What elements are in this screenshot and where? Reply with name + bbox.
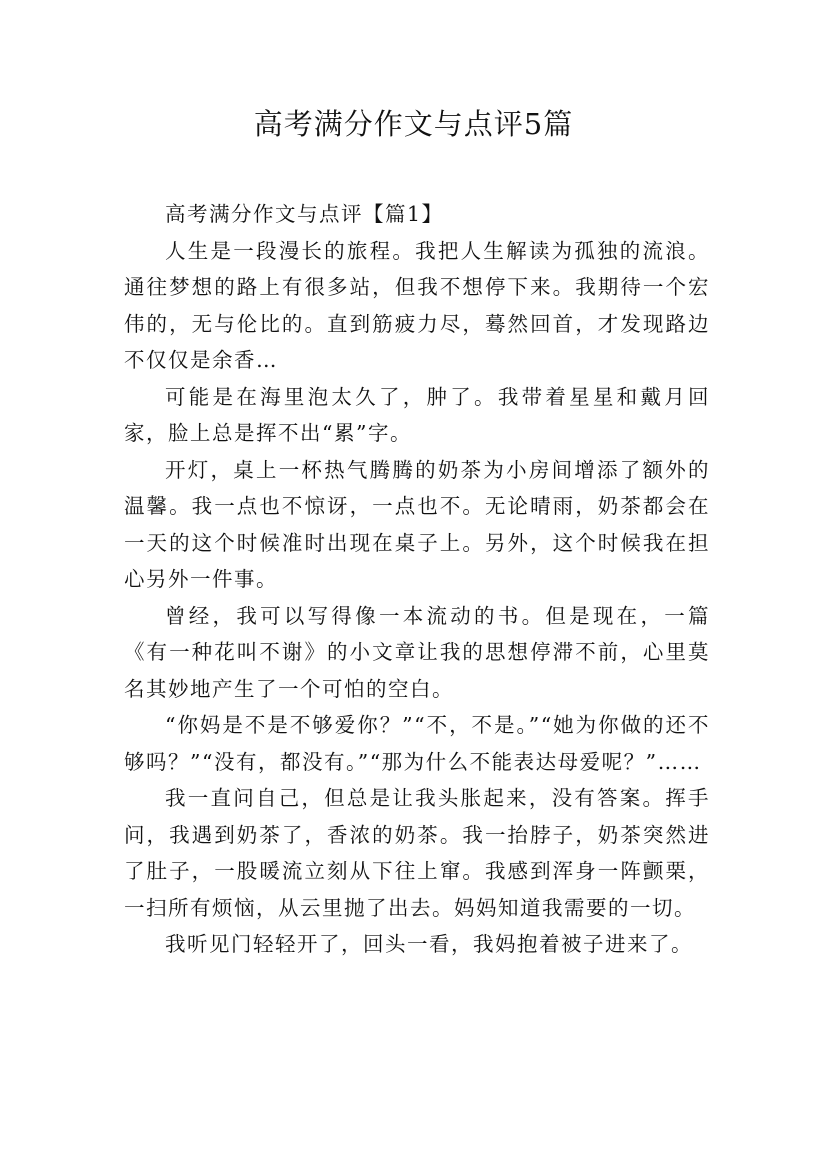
section-heading: 高考满分作文与点评【篇1】 <box>165 202 444 226</box>
paragraph: 我听见门轻轻开了，回头一看，我妈抱着被子进来了。 <box>165 932 693 956</box>
paragraph: 我一直问自己，但总是让我头胀起来，没有答案。挥手问，我遇到奶茶了，香浓的奶茶。我一抬脖子，奶茶突然进了肚子，一股暖流立刻从下往上窜。我感到浑身一阵颤栗，一扫所有烦恼，从云里抛了出去。妈妈知道我需要的一切。 <box>124 786 710 920</box>
paragraph: 曾经，我可以写得像一本流动的书。但是现在，一篇《有一种花叫不谢》的小文章让我的思想停滞不前，心里莫名其妙地产生了一个可怕的空白。 <box>124 603 710 701</box>
paragraph: 可能是在海里泡太久了，肿了。我带着星星和戴月回家，脸上总是挥不出“累”字。 <box>124 384 710 445</box>
paragraph: “你妈是不是不够爱你？”“不，不是。”“她为你做的还不够吗？”“没有，都没有。”“那为什么不能表达母爱呢？”…… <box>124 713 710 774</box>
document-title: 高考满分作文与点评5篇 <box>253 107 574 141</box>
paragraph: 人生是一段漫长的旅程。我把人生解读为孤独的流浪。通往梦想的路上有很多站，但我不想停下来。我期待一个宏伟的，无与伦比的。直到筋疲力尽，蓦然回首，才发现路边不仅仅是余香… <box>124 238 710 372</box>
paragraph: 开灯，桌上一杯热气腾腾的奶茶为小房间增添了额外的温馨。我一点也不惊讶，一点也不。无论晴雨，奶茶都会在一天的这个时候准时出现在桌子上。另外，这个时候我在担心另外一件事。 <box>124 457 710 591</box>
document-body <box>124 196 710 963</box>
